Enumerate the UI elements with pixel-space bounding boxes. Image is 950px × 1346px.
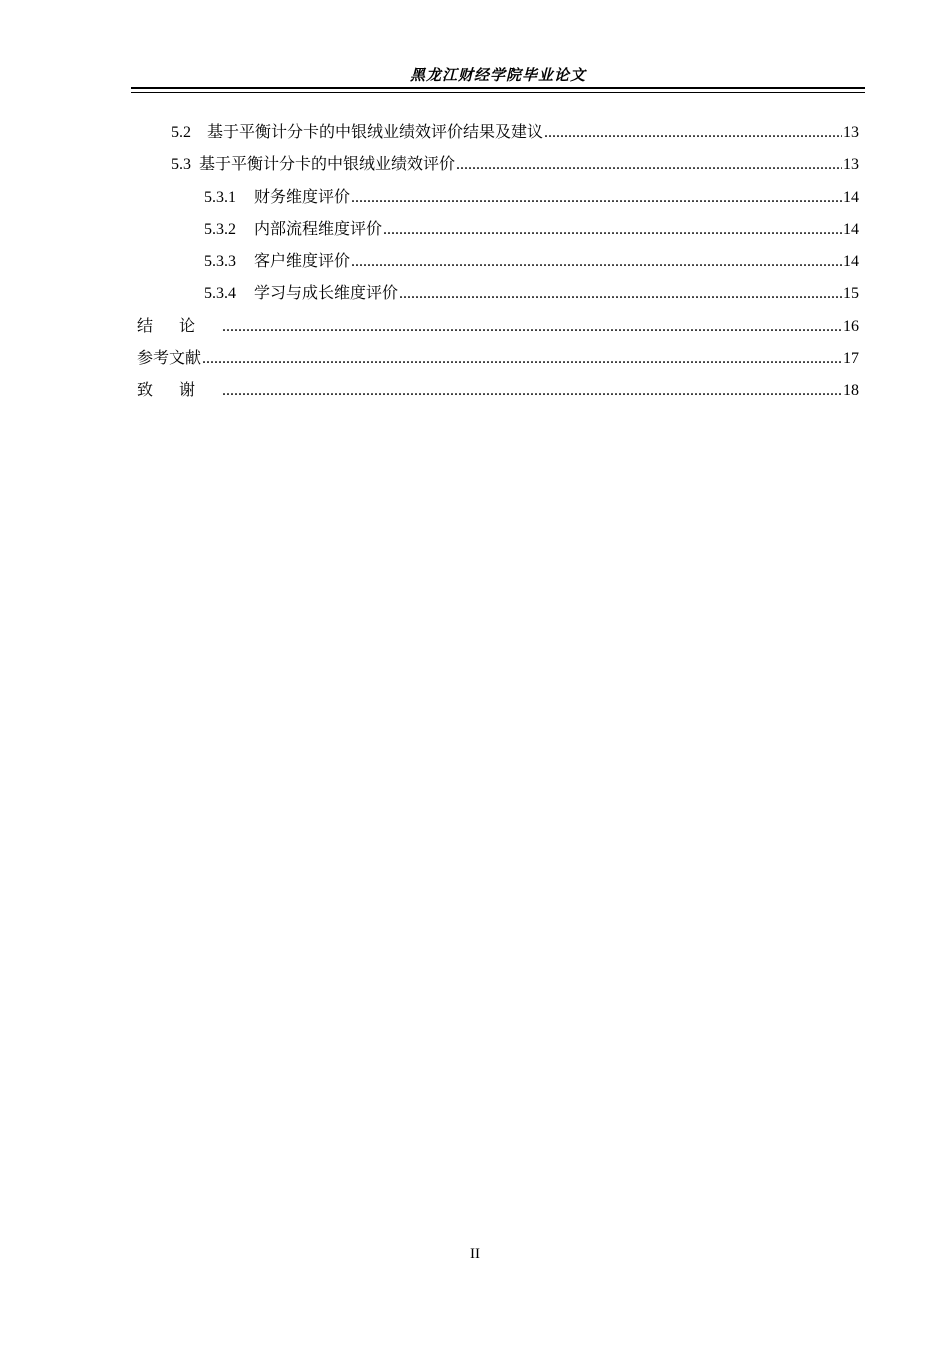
toc-entry-page: 18	[843, 382, 859, 400]
toc-entry-title: 结论	[137, 315, 222, 335]
toc-entry-conclusion[interactable]	[137, 310, 859, 342]
page-number-footer: II	[470, 1246, 480, 1262]
toc-dot-leader	[383, 214, 842, 246]
toc-entry-number: 5.2	[171, 124, 191, 141]
toc-dot-leader	[544, 117, 842, 149]
toc-entry-number: 5.3.4	[204, 285, 236, 303]
toc-entry-page: 14	[843, 253, 859, 271]
toc-entry-title: 参考文献	[137, 348, 202, 368]
toc-entry-page: 13	[843, 156, 859, 174]
toc-dot-leader	[351, 182, 842, 214]
toc-dot-leader	[399, 278, 842, 310]
header-rule-thick	[131, 87, 865, 89]
toc-entry-number: 5.3.1	[204, 188, 236, 206]
toc-entry-page: 16	[843, 317, 859, 335]
toc-dot-leader	[351, 246, 842, 278]
toc-entry-page: 15	[843, 285, 859, 303]
toc-entry-title: 致谢	[137, 380, 222, 400]
toc-entry-acknowledgements[interactable]	[137, 374, 859, 406]
header-rule-thin	[131, 92, 865, 93]
toc-entry-page: 17	[843, 350, 859, 368]
toc-entry-title: 基于平衡计分卡的中银绒业绩效评价	[199, 154, 456, 174]
toc-entry-5-3[interactable]	[137, 148, 859, 180]
toc-entry-title: 财务维度评价	[254, 186, 351, 206]
toc-dot-leader	[222, 375, 842, 407]
toc-entry-5-3-3[interactable]	[137, 245, 859, 277]
toc-entry-page: 14	[843, 220, 859, 238]
toc-dot-leader	[456, 149, 842, 181]
toc-entry-title: 基于平衡计分卡的中银绒业绩效评价结果及建议	[207, 122, 544, 141]
toc-entry-number: 5.3.2	[204, 220, 236, 238]
toc-entry-title: 客户维度评价	[254, 251, 351, 271]
toc-entry-title: 学习与成长维度评价	[254, 283, 399, 303]
toc-entry-5-3-1[interactable]	[137, 181, 859, 213]
toc-entry-page: 13	[843, 124, 859, 141]
toc-dot-leader	[222, 311, 842, 343]
toc-entry-references[interactable]	[137, 342, 859, 374]
toc-entry-5-2[interactable]	[137, 116, 859, 148]
toc-entry-number: 5.3.3	[204, 253, 236, 271]
toc-dot-leader	[202, 343, 842, 375]
page-header-title: 黑龙江财经学院毕业论文	[409, 66, 586, 84]
toc-entry-title: 内部流程维度评价	[254, 218, 383, 238]
toc-entry-5-3-4[interactable]	[137, 277, 859, 309]
table-of-contents	[137, 116, 859, 407]
toc-entry-5-3-2[interactable]	[137, 213, 859, 245]
toc-entry-page: 14	[843, 188, 859, 206]
toc-entry-number: 5.3	[171, 156, 191, 174]
